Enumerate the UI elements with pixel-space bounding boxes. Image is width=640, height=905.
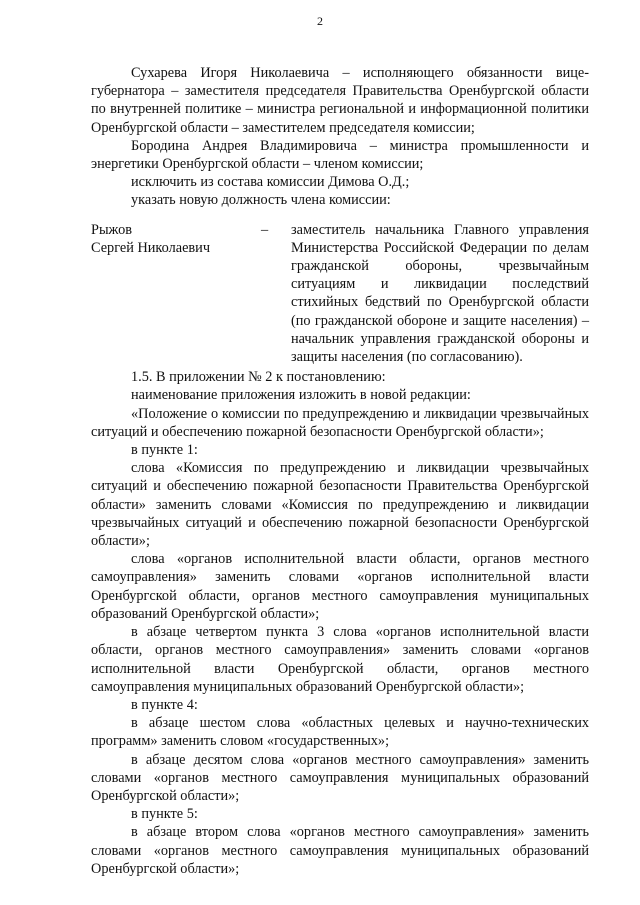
- paragraph: в пункте 1:: [131, 442, 198, 459]
- page-number: 2: [317, 14, 323, 28]
- paragraph: наименование приложения изложить в новой редакции:: [131, 387, 471, 404]
- paragraph: слова «Комиссия по предупреждению и ликвидации чрезвычайных ситуаций и обеспечению пожарной безопасности Правительства Оренбургской области» заменить словами «Комиссия по предупреждению и ликвидации чрезвычайных ситуаций и обеспечению пожарной безопасности Оренбургской области»;: [91, 460, 589, 550]
- paragraph: исключить из состава комиссии Димова О.Д.;: [131, 174, 410, 191]
- member-name: [91, 221, 261, 367]
- paragraph: Бородина Андрея Владимировича – министра промышленности и энергетики Оренбургской области – членом комиссии;: [91, 137, 589, 173]
- paragraph: слова «органов исполнительной власти области, органов местного самоуправления» заменить словами «органов исполнительной власти Оренбургской области, органов местного самоуправления муниципальных образований Оренбургской области»;: [91, 551, 589, 622]
- document-body: [91, 64, 589, 878]
- paragraph: в абзаце десятом слова «органов местного самоуправления» заменить словами «органов местного самоуправления муниципальных образований Оренбургской области»;: [91, 751, 589, 804]
- member-dash: –: [261, 221, 269, 238]
- commission-member-entry: [91, 221, 589, 367]
- paragraph: «Положение о комиссии по предупреждению и ликвидации чрезвычайных ситуаций и обеспечению пожарной безопасности Оренбургской области»;: [91, 405, 589, 440]
- paragraph: в абзаце четвертом пункта 3 слова «органов исполнительной власти области, органов местного самоуправления» заменить словами «органов исполнительной власти Оренбургской области, органов местного самоуправления муниципальных образований Оренбургской области»;: [91, 624, 589, 695]
- member-position: заместитель начальника Главного управления Министерства Российской Федерации по делам гражданской обороны, чрезвычайным ситуациям и ликвидации последствий стихийных бедствий по Оренбургской области (по гражданской обороне и защите населения) – начальник управления гражданской обороны и защиты населения (по согласованию).: [291, 221, 589, 366]
- member-given-names: Сергей Николаевич: [91, 239, 211, 256]
- paragraph: 1.5. В приложении № 2 к постановлению:: [131, 369, 386, 386]
- paragraph: указать новую должность члена комиссии:: [131, 192, 391, 209]
- paragraph: в абзаце шестом слова «областных целевых и научно-технических программ» заменить словом «государственных»;: [91, 715, 589, 750]
- member-surname: Рыжов: [91, 221, 132, 238]
- paragraph: Сухарева Игоря Николаевича – исполняющего обязанности вице-губернатора – заместителя председателя Правительства Оренбургской области по внутренней политике – министра региональной и информационной политики Оренбургской области – заместителем председателя комиссии;: [91, 65, 589, 136]
- paragraph: в пункте 5:: [131, 806, 198, 823]
- paragraph: в пункте 4:: [131, 696, 198, 713]
- paragraph: в абзаце втором слова «органов местного самоуправления» заменить словами «органов местного самоуправления муниципальных образований Оренбургской области»;: [91, 824, 589, 877]
